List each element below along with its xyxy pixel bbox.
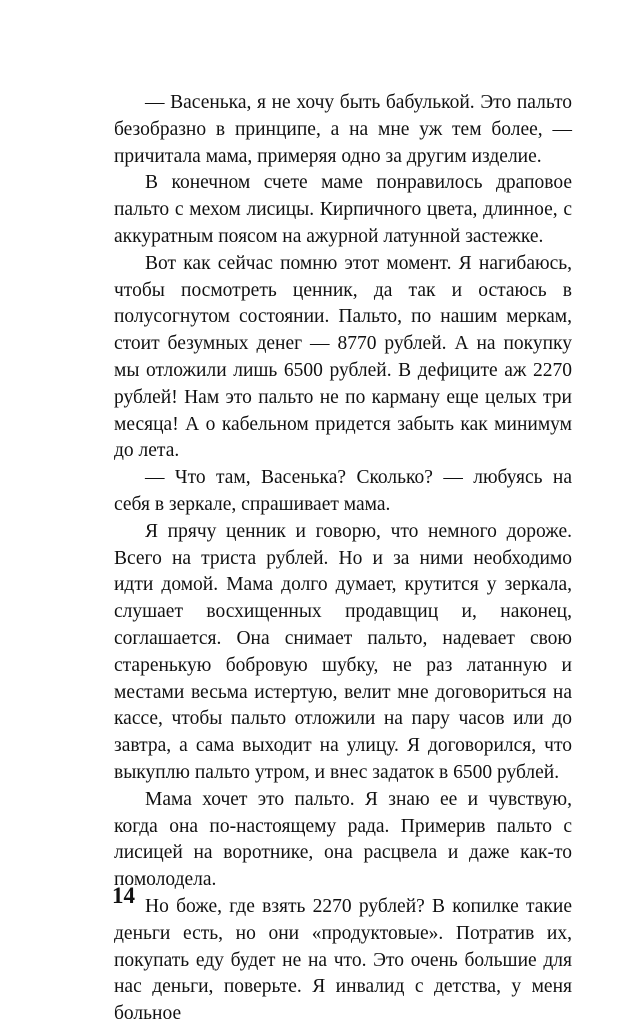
page-body <box>114 90 572 1028</box>
paragraph: Я прячу ценник и говорю, что немного дороже. Всего на триста рублей. Но и за ними необходимо идти домой. Мама долго думает, крутится у зеркала, слушает восхищенных продавщиц и, наконец, соглашается. Она снимает пальто, надевает свою старенькую бобровую шубку, не раз латанную и местами весьма истертую, велит мне договориться на кассе, чтобы пальто отложили на пару часов или до завтра, а сама выходит на улицу. Я договорился, что выкуплю пальто утром, и внес задаток в 6500 рублей. <box>114 520 572 783</box>
paragraph: — Васенька, я не хочу быть бабулькой. Это пальто безобразно в принципе, а на мне уж тем более, — причитала мама, примеряя одно за другим изделие. <box>114 92 572 167</box>
paragraph: Но боже, где взять 2270 рублей? В копилке такие деньги есть, но они «продуктовые». Потратив их, покупать еду будет не на что. Это очень большие для нас деньги, поверьте. Я инвалид с детства, у меня больное <box>114 895 572 1025</box>
paragraph: В конечном счете маме понравилось драповое пальто с мехом лисицы. Кирпичного цвета, длинное, с аккуратным поясом на ажурной латунной застежке. <box>114 172 572 247</box>
page-number: 14 <box>112 883 135 908</box>
paragraph: — Что там, Васенька? Сколько? — любуясь на себя в зеркале, спрашивает мама. <box>114 467 572 515</box>
paragraph: Мама хочет это пальто. Я знаю ее и чувствую, когда она по-настоящему рада. Примерив пальто с лисицей на воротнике, она расцвела и даже как-то помолодела. <box>114 788 572 891</box>
paragraph: Вот как сейчас помню этот момент. Я нагибаюсь, чтобы посмотреть ценник, да так и остаюсь в полусогнутом состоянии. Пальто, по нашим меркам, стоит безумных денег — 8770 рублей. А на покупку мы отложили лишь 6500 рублей. В дефиците аж 2270 рублей! Нам это пальто не по карману еще целых три месяца! А о кабельном придется забыть как минимум до лета. <box>114 252 572 462</box>
